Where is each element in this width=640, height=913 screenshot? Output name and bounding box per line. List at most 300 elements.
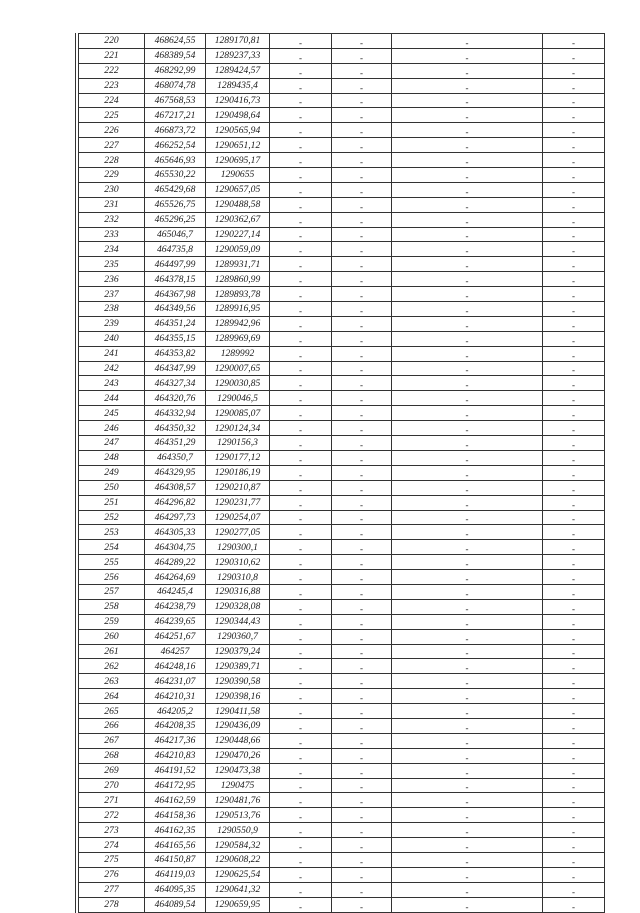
point-number-cell: 276 — [79, 867, 145, 882]
point-number-cell: 238 — [79, 302, 145, 317]
x-coordinate-cell: 468389,54 — [145, 48, 206, 63]
y-coordinate-cell: 1290328,08 — [206, 599, 270, 614]
col5-cell: - — [332, 614, 392, 629]
y-coordinate-cell: 1290475 — [206, 778, 270, 793]
x-coordinate-cell: 464162,35 — [145, 823, 206, 838]
x-coordinate-cell: 464191,52 — [145, 763, 206, 778]
y-coordinate-cell: 1289860,99 — [206, 272, 270, 287]
point-number-cell: 241 — [79, 346, 145, 361]
col5-cell: - — [332, 227, 392, 242]
table-row — [79, 838, 605, 853]
table-row — [79, 361, 605, 376]
col5-cell: - — [332, 34, 392, 49]
col5-cell: - — [332, 376, 392, 391]
col5-cell: - — [332, 182, 392, 197]
col7-cell: - — [543, 718, 605, 733]
x-coordinate-cell: 464095,35 — [145, 882, 206, 897]
col5-cell: - — [332, 78, 392, 93]
col5-cell: - — [332, 421, 392, 436]
col6-cell: - — [392, 287, 543, 302]
point-number-cell: 264 — [79, 689, 145, 704]
x-coordinate-cell: 464353,82 — [145, 346, 206, 361]
point-number-cell: 246 — [79, 421, 145, 436]
col4-cell: - — [270, 614, 332, 629]
col4-cell: - — [270, 748, 332, 763]
col4-cell: - — [270, 421, 332, 436]
point-number-cell: 224 — [79, 93, 145, 108]
table-row — [79, 242, 605, 257]
table-row — [79, 629, 605, 644]
col6-cell: - — [392, 361, 543, 376]
table-body — [79, 34, 605, 913]
table-row — [79, 406, 605, 421]
point-number-cell: 237 — [79, 287, 145, 302]
x-coordinate-cell: 467217,21 — [145, 108, 206, 123]
x-coordinate-cell: 464347,99 — [145, 361, 206, 376]
col7-cell: - — [543, 778, 605, 793]
y-coordinate-cell: 1290584,32 — [206, 838, 270, 853]
col4-cell: - — [270, 733, 332, 748]
col4-cell: - — [270, 838, 332, 853]
x-coordinate-cell: 464205,2 — [145, 704, 206, 719]
point-number-cell: 277 — [79, 882, 145, 897]
point-number-cell: 240 — [79, 331, 145, 346]
x-coordinate-cell: 465530,22 — [145, 168, 206, 183]
x-coordinate-cell: 464378,15 — [145, 272, 206, 287]
table-row — [79, 48, 605, 63]
point-number-cell: 225 — [79, 108, 145, 123]
table-row — [79, 674, 605, 689]
x-coordinate-cell: 464332,94 — [145, 406, 206, 421]
col6-cell: - — [392, 331, 543, 346]
col4-cell: - — [270, 182, 332, 197]
col7-cell: - — [543, 689, 605, 704]
col5-cell: - — [332, 302, 392, 317]
col4-cell: - — [270, 406, 332, 421]
x-coordinate-cell: 464329,95 — [145, 465, 206, 480]
col5-cell: - — [332, 704, 392, 719]
y-coordinate-cell: 1290641,32 — [206, 882, 270, 897]
table-row — [79, 510, 605, 525]
col6-cell: - — [392, 525, 543, 540]
col4-cell: - — [270, 436, 332, 451]
col7-cell: - — [543, 302, 605, 317]
y-coordinate-cell: 1290344,43 — [206, 614, 270, 629]
col5-cell: - — [332, 391, 392, 406]
point-number-cell: 247 — [79, 436, 145, 451]
col4-cell: - — [270, 659, 332, 674]
y-coordinate-cell: 1289942,96 — [206, 316, 270, 331]
col4-cell: - — [270, 138, 332, 153]
col7-cell: - — [543, 138, 605, 153]
table-row — [79, 480, 605, 495]
col4-cell: - — [270, 540, 332, 555]
col7-cell: - — [543, 48, 605, 63]
table-row — [79, 540, 605, 555]
y-coordinate-cell: 1290416,73 — [206, 93, 270, 108]
coordinate-table-sheet — [78, 33, 604, 913]
y-coordinate-cell: 1290448,66 — [206, 733, 270, 748]
point-number-cell: 257 — [79, 584, 145, 599]
col5-cell: - — [332, 718, 392, 733]
col7-cell: - — [543, 659, 605, 674]
col6-cell: - — [392, 570, 543, 585]
col4-cell: - — [270, 153, 332, 168]
x-coordinate-cell: 464320,76 — [145, 391, 206, 406]
col6-cell: - — [392, 584, 543, 599]
point-number-cell: 270 — [79, 778, 145, 793]
x-coordinate-cell: 464289,22 — [145, 555, 206, 570]
col7-cell: - — [543, 78, 605, 93]
col6-cell: - — [392, 212, 543, 227]
point-number-cell: 262 — [79, 659, 145, 674]
col7-cell: - — [543, 793, 605, 808]
col4-cell: - — [270, 689, 332, 704]
y-coordinate-cell: 1290227,14 — [206, 227, 270, 242]
x-coordinate-cell: 464351,24 — [145, 316, 206, 331]
table-row — [79, 63, 605, 78]
col6-cell: - — [392, 123, 543, 138]
x-coordinate-cell: 464308,57 — [145, 480, 206, 495]
col6-cell: - — [392, 808, 543, 823]
col7-cell: - — [543, 748, 605, 763]
col4-cell: - — [270, 242, 332, 257]
col4-cell: - — [270, 480, 332, 495]
col7-cell: - — [543, 406, 605, 421]
col4-cell: - — [270, 108, 332, 123]
col5-cell: - — [332, 480, 392, 495]
col6-cell: - — [392, 182, 543, 197]
x-coordinate-cell: 464089,54 — [145, 897, 206, 912]
x-coordinate-cell: 464208,35 — [145, 718, 206, 733]
col6-cell: - — [392, 689, 543, 704]
x-coordinate-cell: 468292,99 — [145, 63, 206, 78]
y-coordinate-cell: 1290310,62 — [206, 555, 270, 570]
x-coordinate-cell: 464165,56 — [145, 838, 206, 853]
point-number-cell: 255 — [79, 555, 145, 570]
y-coordinate-cell: 1290231,77 — [206, 495, 270, 510]
col7-cell: - — [543, 212, 605, 227]
y-coordinate-cell: 1290310,8 — [206, 570, 270, 585]
table-row — [79, 436, 605, 451]
table-row — [79, 465, 605, 480]
point-number-cell: 230 — [79, 182, 145, 197]
col5-cell: - — [332, 450, 392, 465]
col6-cell: - — [392, 480, 543, 495]
col7-cell: - — [543, 361, 605, 376]
col5-cell: - — [332, 867, 392, 882]
col5-cell: - — [332, 674, 392, 689]
col4-cell: - — [270, 570, 332, 585]
col7-cell: - — [543, 570, 605, 585]
col4-cell: - — [270, 778, 332, 793]
point-number-cell: 228 — [79, 153, 145, 168]
col6-cell: - — [392, 614, 543, 629]
col6-cell: - — [392, 138, 543, 153]
x-coordinate-cell: 464119,03 — [145, 867, 206, 882]
col5-cell: - — [332, 138, 392, 153]
col5-cell: - — [332, 838, 392, 853]
col4-cell: - — [270, 316, 332, 331]
x-coordinate-cell: 464257 — [145, 644, 206, 659]
col7-cell: - — [543, 287, 605, 302]
point-number-cell: 258 — [79, 599, 145, 614]
point-number-cell: 223 — [79, 78, 145, 93]
x-coordinate-cell: 464327,34 — [145, 376, 206, 391]
col6-cell: - — [392, 733, 543, 748]
table-row — [79, 659, 605, 674]
col7-cell: - — [543, 153, 605, 168]
col4-cell: - — [270, 644, 332, 659]
table-row — [79, 793, 605, 808]
col5-cell: - — [332, 570, 392, 585]
y-coordinate-cell: 1289992 — [206, 346, 270, 361]
x-coordinate-cell: 465046,7 — [145, 227, 206, 242]
point-number-cell: 235 — [79, 257, 145, 272]
col5-cell: - — [332, 555, 392, 570]
col6-cell: - — [392, 644, 543, 659]
y-coordinate-cell: 1289435,4 — [206, 78, 270, 93]
col4-cell: - — [270, 227, 332, 242]
y-coordinate-cell: 1290625,54 — [206, 867, 270, 882]
y-coordinate-cell: 1290398,16 — [206, 689, 270, 704]
col7-cell: - — [543, 763, 605, 778]
col7-cell: - — [543, 227, 605, 242]
col5-cell: - — [332, 257, 392, 272]
col7-cell: - — [543, 272, 605, 287]
point-number-cell: 229 — [79, 168, 145, 183]
x-coordinate-cell: 464367,98 — [145, 287, 206, 302]
y-coordinate-cell: 1290608,22 — [206, 852, 270, 867]
col4-cell: - — [270, 361, 332, 376]
col6-cell: - — [392, 897, 543, 912]
col5-cell: - — [332, 242, 392, 257]
y-coordinate-cell: 1290390,58 — [206, 674, 270, 689]
x-coordinate-cell: 464239,65 — [145, 614, 206, 629]
col7-cell: - — [543, 540, 605, 555]
table-row — [79, 316, 605, 331]
col5-cell: - — [332, 346, 392, 361]
col7-cell: - — [543, 34, 605, 49]
col7-cell: - — [543, 465, 605, 480]
col7-cell: - — [543, 450, 605, 465]
table-row — [79, 376, 605, 391]
col6-cell: - — [392, 272, 543, 287]
col5-cell: - — [332, 406, 392, 421]
point-number-cell: 268 — [79, 748, 145, 763]
y-coordinate-cell: 1290030,85 — [206, 376, 270, 391]
table-row — [79, 272, 605, 287]
x-coordinate-cell: 464351,29 — [145, 436, 206, 451]
col4-cell: - — [270, 272, 332, 287]
col4-cell: - — [270, 674, 332, 689]
col4-cell: - — [270, 629, 332, 644]
col5-cell: - — [332, 316, 392, 331]
col7-cell: - — [543, 93, 605, 108]
col7-cell: - — [543, 63, 605, 78]
x-coordinate-cell: 464245,4 — [145, 584, 206, 599]
y-coordinate-cell: 1290470,26 — [206, 748, 270, 763]
y-coordinate-cell: 1290565,94 — [206, 123, 270, 138]
col6-cell: - — [392, 555, 543, 570]
point-number-cell: 231 — [79, 197, 145, 212]
point-number-cell: 273 — [79, 823, 145, 838]
x-coordinate-cell: 464305,33 — [145, 525, 206, 540]
y-coordinate-cell: 1290186,19 — [206, 465, 270, 480]
col5-cell: - — [332, 644, 392, 659]
table-row — [79, 823, 605, 838]
col4-cell: - — [270, 867, 332, 882]
table-row — [79, 212, 605, 227]
x-coordinate-cell: 464355,15 — [145, 331, 206, 346]
col7-cell: - — [543, 242, 605, 257]
col7-cell: - — [543, 838, 605, 853]
table-row — [79, 570, 605, 585]
y-coordinate-cell: 1290124,34 — [206, 421, 270, 436]
y-coordinate-cell: 1290436,09 — [206, 718, 270, 733]
col6-cell: - — [392, 34, 543, 49]
col6-cell: - — [392, 168, 543, 183]
col6-cell: - — [392, 882, 543, 897]
col5-cell: - — [332, 153, 392, 168]
col4-cell: - — [270, 763, 332, 778]
y-coordinate-cell: 1289893,78 — [206, 287, 270, 302]
col4-cell: - — [270, 168, 332, 183]
col4-cell: - — [270, 510, 332, 525]
col6-cell: - — [392, 748, 543, 763]
col7-cell: - — [543, 599, 605, 614]
table-row — [79, 763, 605, 778]
col5-cell: - — [332, 778, 392, 793]
point-number-cell: 222 — [79, 63, 145, 78]
table-row — [79, 227, 605, 242]
table-row — [79, 168, 605, 183]
col6-cell: - — [392, 599, 543, 614]
x-coordinate-cell: 464150,87 — [145, 852, 206, 867]
point-number-cell: 233 — [79, 227, 145, 242]
y-coordinate-cell: 1290360,7 — [206, 629, 270, 644]
x-coordinate-cell: 465646,93 — [145, 153, 206, 168]
x-coordinate-cell: 464304,75 — [145, 540, 206, 555]
col7-cell: - — [543, 704, 605, 719]
col6-cell: - — [392, 108, 543, 123]
col6-cell: - — [392, 153, 543, 168]
col7-cell: - — [543, 168, 605, 183]
y-coordinate-cell: 1290657,05 — [206, 182, 270, 197]
point-number-cell: 227 — [79, 138, 145, 153]
col6-cell: - — [392, 704, 543, 719]
col7-cell: - — [543, 733, 605, 748]
table-row — [79, 748, 605, 763]
y-coordinate-cell: 1290059,09 — [206, 242, 270, 257]
col7-cell: - — [543, 584, 605, 599]
col6-cell: - — [392, 316, 543, 331]
y-coordinate-cell: 1290389,71 — [206, 659, 270, 674]
col5-cell: - — [332, 525, 392, 540]
col7-cell: - — [543, 823, 605, 838]
col5-cell: - — [332, 689, 392, 704]
col6-cell: - — [392, 763, 543, 778]
point-number-cell: 248 — [79, 450, 145, 465]
x-coordinate-cell: 464251,67 — [145, 629, 206, 644]
table-row — [79, 882, 605, 897]
col7-cell: - — [543, 867, 605, 882]
col4-cell: - — [270, 525, 332, 540]
table-row — [79, 182, 605, 197]
table-row — [79, 450, 605, 465]
col4-cell: - — [270, 331, 332, 346]
col5-cell: - — [332, 272, 392, 287]
col4-cell: - — [270, 808, 332, 823]
table-row — [79, 34, 605, 49]
col7-cell: - — [543, 614, 605, 629]
table-row — [79, 718, 605, 733]
y-coordinate-cell: 1290411,58 — [206, 704, 270, 719]
col6-cell: - — [392, 674, 543, 689]
point-number-cell: 269 — [79, 763, 145, 778]
col6-cell: - — [392, 197, 543, 212]
table-row — [79, 495, 605, 510]
col4-cell: - — [270, 34, 332, 49]
col6-cell: - — [392, 257, 543, 272]
table-row — [79, 689, 605, 704]
col5-cell: - — [332, 852, 392, 867]
col7-cell: - — [543, 525, 605, 540]
x-coordinate-cell: 466252,54 — [145, 138, 206, 153]
col5-cell: - — [332, 629, 392, 644]
y-coordinate-cell: 1289170,81 — [206, 34, 270, 49]
x-coordinate-cell: 464350,7 — [145, 450, 206, 465]
x-coordinate-cell: 464217,36 — [145, 733, 206, 748]
col5-cell: - — [332, 540, 392, 555]
x-coordinate-cell: 468624,55 — [145, 34, 206, 49]
point-number-cell: 234 — [79, 242, 145, 257]
table-row — [79, 704, 605, 719]
x-coordinate-cell: 468074,78 — [145, 78, 206, 93]
x-coordinate-cell: 464238,79 — [145, 599, 206, 614]
x-coordinate-cell: 464158,36 — [145, 808, 206, 823]
y-coordinate-cell: 1290177,12 — [206, 450, 270, 465]
table-row — [79, 599, 605, 614]
y-coordinate-cell: 1290655 — [206, 168, 270, 183]
col7-cell: - — [543, 674, 605, 689]
point-number-cell: 250 — [79, 480, 145, 495]
point-number-cell: 259 — [79, 614, 145, 629]
col6-cell: - — [392, 63, 543, 78]
col5-cell: - — [332, 510, 392, 525]
table-row — [79, 391, 605, 406]
col5-cell: - — [332, 212, 392, 227]
col5-cell: - — [332, 436, 392, 451]
col7-cell: - — [543, 852, 605, 867]
y-coordinate-cell: 1290473,38 — [206, 763, 270, 778]
col6-cell: - — [392, 450, 543, 465]
table-row — [79, 78, 605, 93]
col6-cell: - — [392, 838, 543, 853]
col6-cell: - — [392, 421, 543, 436]
x-coordinate-cell: 464735,8 — [145, 242, 206, 257]
col5-cell: - — [332, 659, 392, 674]
x-coordinate-cell: 464350,32 — [145, 421, 206, 436]
col7-cell: - — [543, 346, 605, 361]
y-coordinate-cell: 1290362,67 — [206, 212, 270, 227]
col5-cell: - — [332, 93, 392, 108]
col4-cell: - — [270, 852, 332, 867]
y-coordinate-cell: 1289931,71 — [206, 257, 270, 272]
col7-cell: - — [543, 123, 605, 138]
col5-cell: - — [332, 599, 392, 614]
y-coordinate-cell: 1290254,07 — [206, 510, 270, 525]
